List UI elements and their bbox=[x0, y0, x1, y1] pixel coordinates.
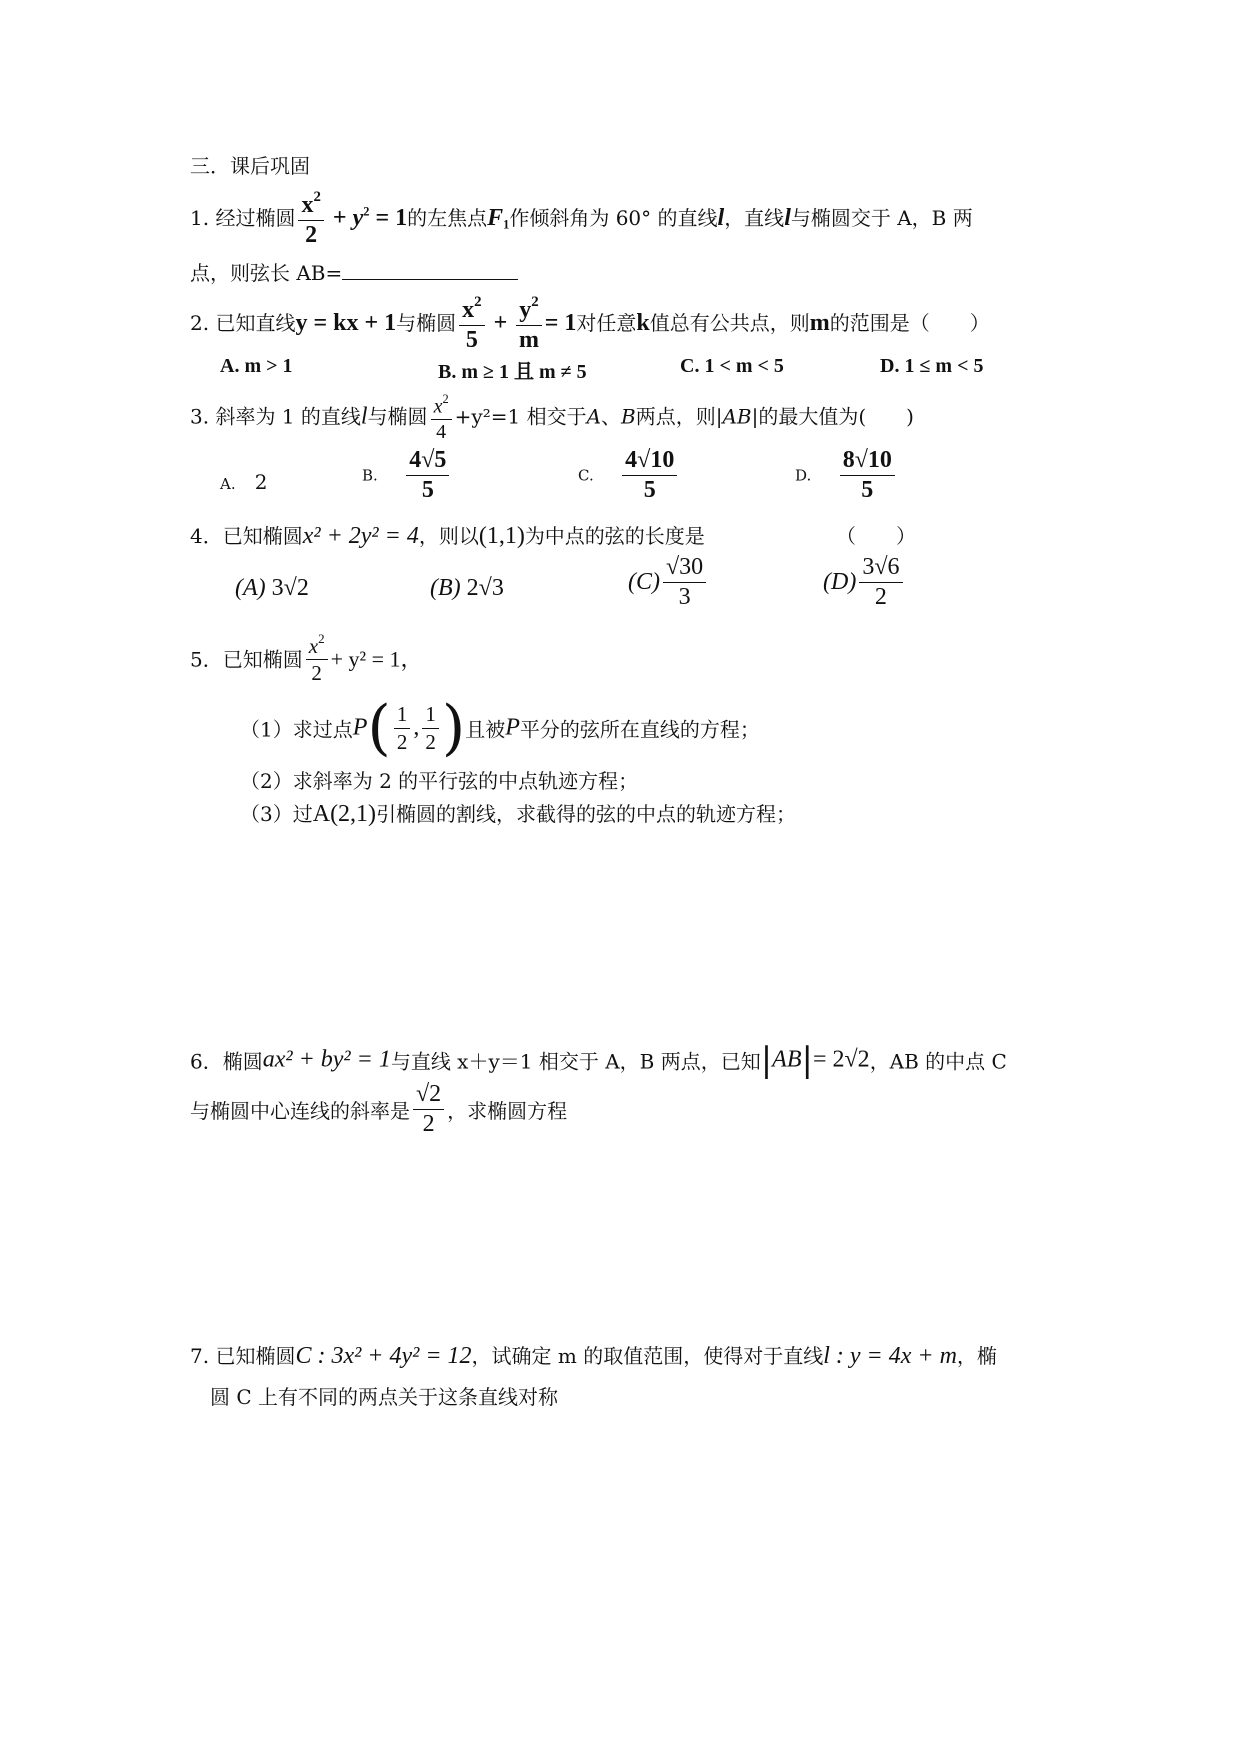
q5-sub1-frac-2 bbox=[422, 703, 439, 752]
q4-choice-d-fraction bbox=[859, 555, 902, 610]
q2-eq: = 1 bbox=[544, 309, 577, 336]
q7-expr: C : 3x² + 4y² = 12 bbox=[295, 1343, 472, 1369]
q5-sub-3 bbox=[240, 798, 796, 828]
q5-sub1-frac2-den: 2 bbox=[425, 729, 436, 754]
q7-lead: 7. 已知椭圆 bbox=[190, 1344, 296, 1368]
q2-expr: y = kx + 1 bbox=[295, 309, 397, 336]
q6-lead: 6．椭圆 bbox=[190, 1049, 263, 1074]
q4-choice-c-den: 3 bbox=[678, 584, 691, 611]
q5-sub-2: （2）求斜率为 2 的平行弦的中点轨迹方程； bbox=[240, 769, 639, 793]
q3-choice-c-label: C. bbox=[578, 466, 594, 485]
q3-choice-a-value: 2 bbox=[254, 470, 268, 494]
q3-frac-exp: 2 bbox=[442, 392, 449, 406]
q3-lead: 3. 斜率为 1 的直线 bbox=[190, 404, 361, 429]
q1-l: l bbox=[717, 204, 725, 231]
q3-choice-d-den: 5 bbox=[861, 477, 874, 504]
question-4 bbox=[190, 520, 705, 550]
q3-choice-b[interactable] bbox=[362, 448, 452, 503]
q2-lead: 2. 已知直线 bbox=[190, 310, 296, 335]
q4-lead: 4．已知椭圆 bbox=[190, 524, 303, 548]
q6-frac-den: 2 bbox=[422, 1111, 435, 1138]
question-7-line-1 bbox=[190, 1340, 997, 1370]
q4-choice-c-fraction bbox=[663, 555, 706, 610]
q6-tail: ，AB 的中点 C bbox=[869, 1049, 1007, 1074]
q1-lead: 1. 经过椭圆 bbox=[190, 205, 296, 230]
q3-fraction bbox=[431, 393, 452, 443]
q4-choice-b-label: (B) bbox=[430, 575, 461, 601]
q2-tail3: 的范围是（ ） bbox=[829, 310, 990, 335]
q3-choice-d-num: 8√10 bbox=[840, 448, 895, 476]
q1-frac-den: 2 bbox=[305, 222, 318, 249]
q3-tail: +y²=1 相交于 bbox=[454, 404, 587, 429]
q4-choice-b-value: 2√3 bbox=[466, 575, 504, 601]
q3-choice-a[interactable] bbox=[220, 470, 267, 494]
q7-mid: ，试确定 m 的取值范围，使得对于直线 bbox=[471, 1344, 824, 1368]
q3-choice-c-fraction bbox=[622, 448, 677, 503]
q3-tail3: |的最大值为( ) bbox=[751, 404, 914, 429]
q2-choice-c[interactable]: C. 1 < m < 5 bbox=[680, 355, 784, 377]
q6-expr: ax² + by² = 1 bbox=[262, 1046, 391, 1073]
q3-frac-num: x bbox=[433, 395, 443, 418]
q1-y-exp: 2 bbox=[363, 204, 370, 219]
q2-mid: 与椭圆 bbox=[396, 310, 457, 335]
q4-choice-c[interactable] bbox=[628, 555, 709, 610]
q1-answer-blank[interactable] bbox=[342, 261, 518, 280]
question-5 bbox=[190, 632, 423, 684]
q7-tail: ，椭 bbox=[956, 1344, 997, 1368]
q6-AB: AB bbox=[772, 1046, 802, 1073]
q6-line2: 与椭圆中心连线的斜率是 bbox=[190, 1099, 410, 1124]
q2-m: m bbox=[809, 309, 830, 336]
q5-frac-num: x bbox=[308, 633, 319, 658]
q1-eq: 1 bbox=[395, 204, 408, 231]
q5-frac-den: 2 bbox=[311, 660, 322, 685]
q4-choice-c-label: (C) bbox=[628, 569, 660, 596]
q5-frac-exp: 2 bbox=[318, 631, 325, 646]
question-3 bbox=[190, 393, 914, 443]
q5-sub-1: （1）求过点P( $\frac{1}{2}$ , $\frac{1}{2}$ )且被P平分的弦所在直线的方程； bbox=[240, 693, 760, 763]
q1-F-sub: 1 bbox=[503, 217, 510, 232]
q2-fraction-2 bbox=[516, 295, 541, 354]
q3-B: B bbox=[621, 404, 636, 429]
q2-f2-num: y bbox=[519, 297, 532, 324]
q1-line2: 点，则弦长 AB= bbox=[190, 261, 343, 285]
question-6-line-2 bbox=[190, 1082, 567, 1137]
q1-frac-num: x bbox=[301, 192, 314, 219]
q3-A: A bbox=[586, 404, 602, 429]
q5-sub1-P: P bbox=[352, 714, 368, 741]
q3-choice-b-fraction bbox=[406, 448, 449, 503]
q4-choice-c-num: √30 bbox=[663, 555, 706, 583]
q2-f1-den: 5 bbox=[465, 327, 478, 354]
q4-choice-d-label: (D) bbox=[823, 569, 857, 596]
q5-lead: 5．已知椭圆 bbox=[190, 647, 303, 672]
q5-sub1-frac1-num: 1 bbox=[394, 703, 411, 728]
section-title: 三．课后巩固 bbox=[190, 154, 310, 178]
q4-choice-a-value: 3√2 bbox=[271, 575, 309, 601]
q4-mid: ，则以 bbox=[418, 524, 479, 548]
q2-f1-num: x bbox=[462, 297, 475, 324]
q4-point: (1,1) bbox=[478, 523, 525, 549]
q1-mid2: 作倾斜角为 60° 的直线 bbox=[509, 205, 718, 230]
q1-l2: l bbox=[784, 204, 791, 231]
q1-tail: 与椭圆交于 A，B 两 bbox=[790, 205, 973, 230]
q4-choice-d-den: 2 bbox=[874, 584, 887, 611]
question-2: 2. 已知直线y = kx + 1与椭圆 $\frac{x^2}{5}$ + $\frac{y^2}{m}$ = 1对任意k值总有公共点，则m的范围是（ ） bbox=[190, 294, 990, 354]
q2-fraction-1 bbox=[459, 295, 484, 354]
q2-choice-a[interactable]: A. m > 1 bbox=[220, 355, 293, 377]
q2-f2-den: m bbox=[519, 327, 539, 354]
q5-sub1-frac1-den: 2 bbox=[396, 729, 408, 754]
q3-tail2: 两点，则| bbox=[635, 404, 723, 429]
q6-tail2: ，求椭圆方程 bbox=[447, 1099, 568, 1124]
q3-AB: AB bbox=[722, 404, 752, 429]
q4-tail: 为中点的弦的长度是 bbox=[524, 524, 705, 548]
q5-sub3-b: 引椭圆的割线，求截得的弦的中点的轨迹方程； bbox=[376, 802, 797, 826]
question-6-line-1: 6．椭圆ax² + by² = 1与直线 x＋y＝1 相交于 A，B 两点，已知|AB|= 2√2，AB 的中点 C bbox=[190, 1040, 1007, 1080]
q2-tail2: 值总有公共点，则 bbox=[649, 310, 810, 335]
q2-choice-b[interactable]: B. m ≥ 1 且 m ≠ 5 bbox=[438, 361, 587, 383]
q3-choice-a-label: A. bbox=[220, 475, 236, 493]
q4-choice-b[interactable] bbox=[430, 575, 504, 602]
q4-choice-a-label: (A) bbox=[235, 575, 266, 601]
q2-f1-exp: 2 bbox=[474, 294, 482, 310]
q3-choice-c-num: 4√10 bbox=[622, 448, 677, 476]
q4-choice-a[interactable] bbox=[235, 575, 309, 602]
q3-choice-c-den: 5 bbox=[643, 477, 656, 504]
q3-frac-den: 4 bbox=[436, 421, 447, 444]
q5-tail: + y² = 1， bbox=[330, 646, 423, 672]
q3-l: l bbox=[360, 403, 368, 430]
q1-fraction bbox=[298, 190, 323, 249]
q3-choice-c[interactable] bbox=[578, 448, 680, 503]
question-1-line-2 bbox=[190, 257, 518, 286]
q4-expr: x² + 2y² = 4 bbox=[302, 523, 419, 549]
q3-choice-d-fraction bbox=[840, 448, 895, 503]
q2-f2-exp: 2 bbox=[531, 294, 539, 310]
q2-choice-d[interactable]: D. 1 ≤ m < 5 bbox=[880, 355, 984, 377]
q4-choice-d[interactable] bbox=[823, 555, 906, 610]
q3-sep: 、 bbox=[601, 404, 622, 429]
q3-choice-d-label: D. bbox=[795, 466, 812, 485]
q2-k: k bbox=[636, 309, 650, 336]
q3-mid: 与椭圆 bbox=[367, 404, 428, 429]
q5-sub1-a: （1）求过点 bbox=[240, 717, 353, 742]
q3-choice-b-num: 4√5 bbox=[406, 448, 449, 476]
q4-choice-d-num: 3√6 bbox=[859, 555, 902, 583]
q5-sub3-point: A(2,1) bbox=[312, 801, 377, 827]
q3-choice-b-label: B. bbox=[362, 466, 378, 485]
q6-mid: 与直线 x＋y＝1 相交于 A，B 两点，已知 bbox=[390, 1049, 761, 1074]
q6-frac-num: √2 bbox=[413, 1082, 444, 1110]
q1-mid3: ，直线 bbox=[724, 205, 785, 230]
q2-tail: 对任意 bbox=[576, 310, 637, 335]
q1-F: F bbox=[487, 204, 504, 231]
question-7-line-2: 圆 C 上有不同的两点关于这条直线对称 bbox=[210, 1385, 559, 1409]
q5-sub1-frac-1 bbox=[394, 703, 411, 752]
q5-sub1-b: 且被 bbox=[465, 717, 506, 742]
q3-choice-b-den: 5 bbox=[421, 477, 434, 504]
q6-val: = 2√2 bbox=[812, 1046, 870, 1073]
q5-sub1-frac2-num: 1 bbox=[422, 703, 439, 728]
q1-frac-exp: 2 bbox=[313, 189, 321, 205]
q6-fraction bbox=[413, 1082, 444, 1137]
question-1-line-1: 1. 经过椭圆 $\frac{x^2}{2}$ + $y^2 = 1$的左焦点$F_1$作倾斜角为 60° 的直线l，直线l与椭圆交于 A，B 两 bbox=[190, 189, 973, 249]
q3-choice-d[interactable] bbox=[795, 448, 898, 503]
q4-answer-paren[interactable]: （ ） bbox=[836, 524, 916, 548]
q1-mid: 的左焦点 bbox=[407, 205, 488, 230]
q5-sub3-a: （3）过 bbox=[240, 802, 313, 826]
q1-y: y bbox=[352, 204, 364, 231]
q5-fraction bbox=[306, 632, 328, 684]
q5-sub1-c: 平分的弦所在直线的方程； bbox=[519, 717, 760, 742]
q5-sub1-P2: P bbox=[505, 714, 520, 741]
q7-line: l : y = 4x + m bbox=[823, 1343, 957, 1369]
